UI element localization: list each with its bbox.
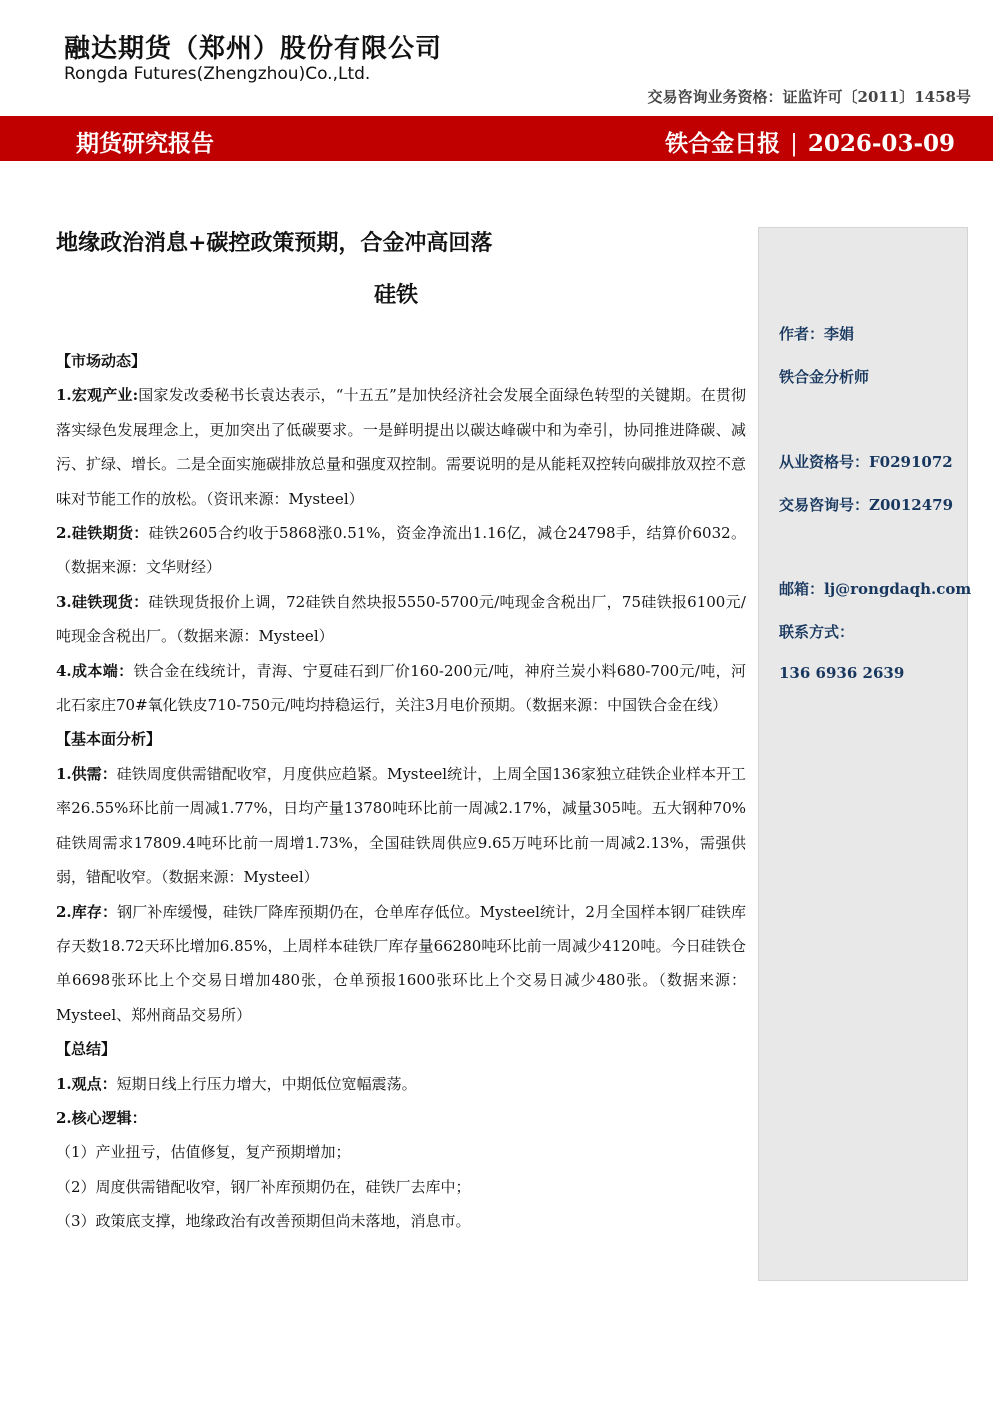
paragraph-label: 4.成本端：: [56, 661, 134, 680]
contact-label: 联系方式：: [779, 623, 855, 641]
section-title-fundamental: 【基本面分析】: [56, 730, 162, 749]
paragraph-text: 钢厂补库缓慢，硅铁厂降库预期仍在，仓单库存低位。Mysteel统计，2月全国样本钢厂硅铁库存天数18.72天环比增加6.85%，上周样本硅铁厂库存量66280吨环比前一周减少4120吨。今日硅铁仓单6698张环比上个交易日增加480张，仓单预报1600张环比上个交易日减少480张。（数据来源：Mysteel、郑州商品交易所）: [56, 902, 746, 1024]
article-headline: 地缘政治消息+碳控政策预期，合金冲高回落: [56, 230, 493, 256]
section-title-market: 【市场动态】: [56, 352, 147, 370]
report-date: 2026-03-09: [807, 130, 955, 157]
section-title-summary: 【总结】: [56, 1040, 117, 1059]
logic-item: （2）周度供需错配收窄，钢厂补库预期仍在，硅铁厂去库中；: [56, 1177, 471, 1196]
report-name: 铁合金日报: [665, 130, 781, 157]
paragraph-text: 硅铁现货报价上调，72硅铁自然块报5550-5700元/吨现金含税出厂，75硅铁报6100元/吨现金含税出厂。（数据来源：Mysteel）: [56, 592, 746, 646]
author-name: 作者：李娟: [779, 325, 855, 343]
banner-left-title: 期货研究报告: [76, 130, 214, 157]
contact-phone: 136 6936 2639: [779, 664, 905, 682]
paragraph: [56, 757, 746, 895]
paragraph: [56, 895, 746, 1033]
banner-right: [665, 125, 955, 158]
article-subhead: 硅铁: [374, 282, 419, 308]
paragraph-text: 硅铁2605合约收于5868涨0.51%，资金净流出1.16亿，减仓24798手，结算价6032。（数据来源：文华财经）: [56, 524, 746, 577]
paragraph: [56, 516, 746, 585]
paragraph-text: 铁合金在线统计，青海、宁夏硅石到厂价160-200元/吨，神府兰炭小料680-700元/吨，河北石家庄70#氧化铁皮710-750元/吨均持稳运行，关注3月电价预期。（数据来源：中国铁合金在线）: [56, 661, 746, 715]
qualification-text: 交易咨询业务资格：证监许可〔2011〕1458号: [647, 88, 971, 106]
paragraph-label: 2.硅铁期货：: [56, 524, 149, 543]
logic-item: （1）产业扭亏，估值修复，复产预期增加；: [56, 1143, 351, 1162]
paragraph-label: 1.宏观产业:: [56, 386, 139, 405]
paragraph-label: 1.供需：: [56, 764, 117, 783]
paragraph-label: 3.硅铁现货：: [56, 592, 149, 611]
paragraph: [56, 654, 746, 723]
summary-view-text: 短期日线上行压力增大，中期低位宽幅震荡。: [116, 1074, 417, 1093]
summary-view-label: 1.观点：: [56, 1074, 117, 1093]
paragraph-text: 国家发改委秘书长袁达表示，“十五五”是加快经济社会发展全面绿色转型的关键期。在贯彻落实绿色发展理念上，更加突出了低碳要求。一是鲜明提出以碳达峰碳中和为牵引，协同推进降碳、减污、扩绿、增长。二是全面实施碳排放总量和强度双控制。需要说明的是从能耗双控转向碳排放双控不意味对节能工作的放松。（资讯来源：Mysteel）: [56, 386, 747, 508]
article-content: [56, 344, 746, 1239]
logic-item: （3）政策底支撑，地缘政治有改善预期但尚未落地，消息市。: [56, 1212, 471, 1231]
summary-logic-label: 2.核心逻辑：: [56, 1108, 147, 1127]
consult-number: 交易咨询号：Z0012479: [779, 496, 954, 514]
banner-separator: |: [790, 131, 798, 157]
company-name-cn: 融达期货（郑州）股份有限公司: [64, 34, 443, 64]
paragraph-label: 2.库存：: [56, 902, 118, 921]
summary-view: [56, 1067, 746, 1101]
author-sidebar: [758, 227, 972, 1281]
license-number: 从业资格号：F0291072: [779, 453, 953, 471]
author-role: 铁合金分析师: [779, 368, 870, 386]
paragraph: [56, 378, 746, 516]
company-name-en: Rongda Futures(Zhengzhou)Co.,Ltd.: [64, 64, 371, 84]
paragraph: [56, 585, 746, 654]
report-banner: [0, 116, 993, 161]
paragraph-text: 硅铁周度供需错配收窄，月度供应趋紧。Mysteel统计，上周全国136家独立硅铁企业样本开工率26.55%环比前一周减1.77%，日均产量13780吨环比前一周减2.17%，减量305吨。五大钢种70%硅铁周需求17809.4吨环比前一周增1.73%，全国硅铁周供应9.65万吨环比前一周减2.13%，需强供弱，错配收窄。（数据来源：Mysteel）: [56, 764, 746, 887]
author-email[interactable]: 邮箱：lj@rongdaqh.com: [779, 580, 972, 598]
